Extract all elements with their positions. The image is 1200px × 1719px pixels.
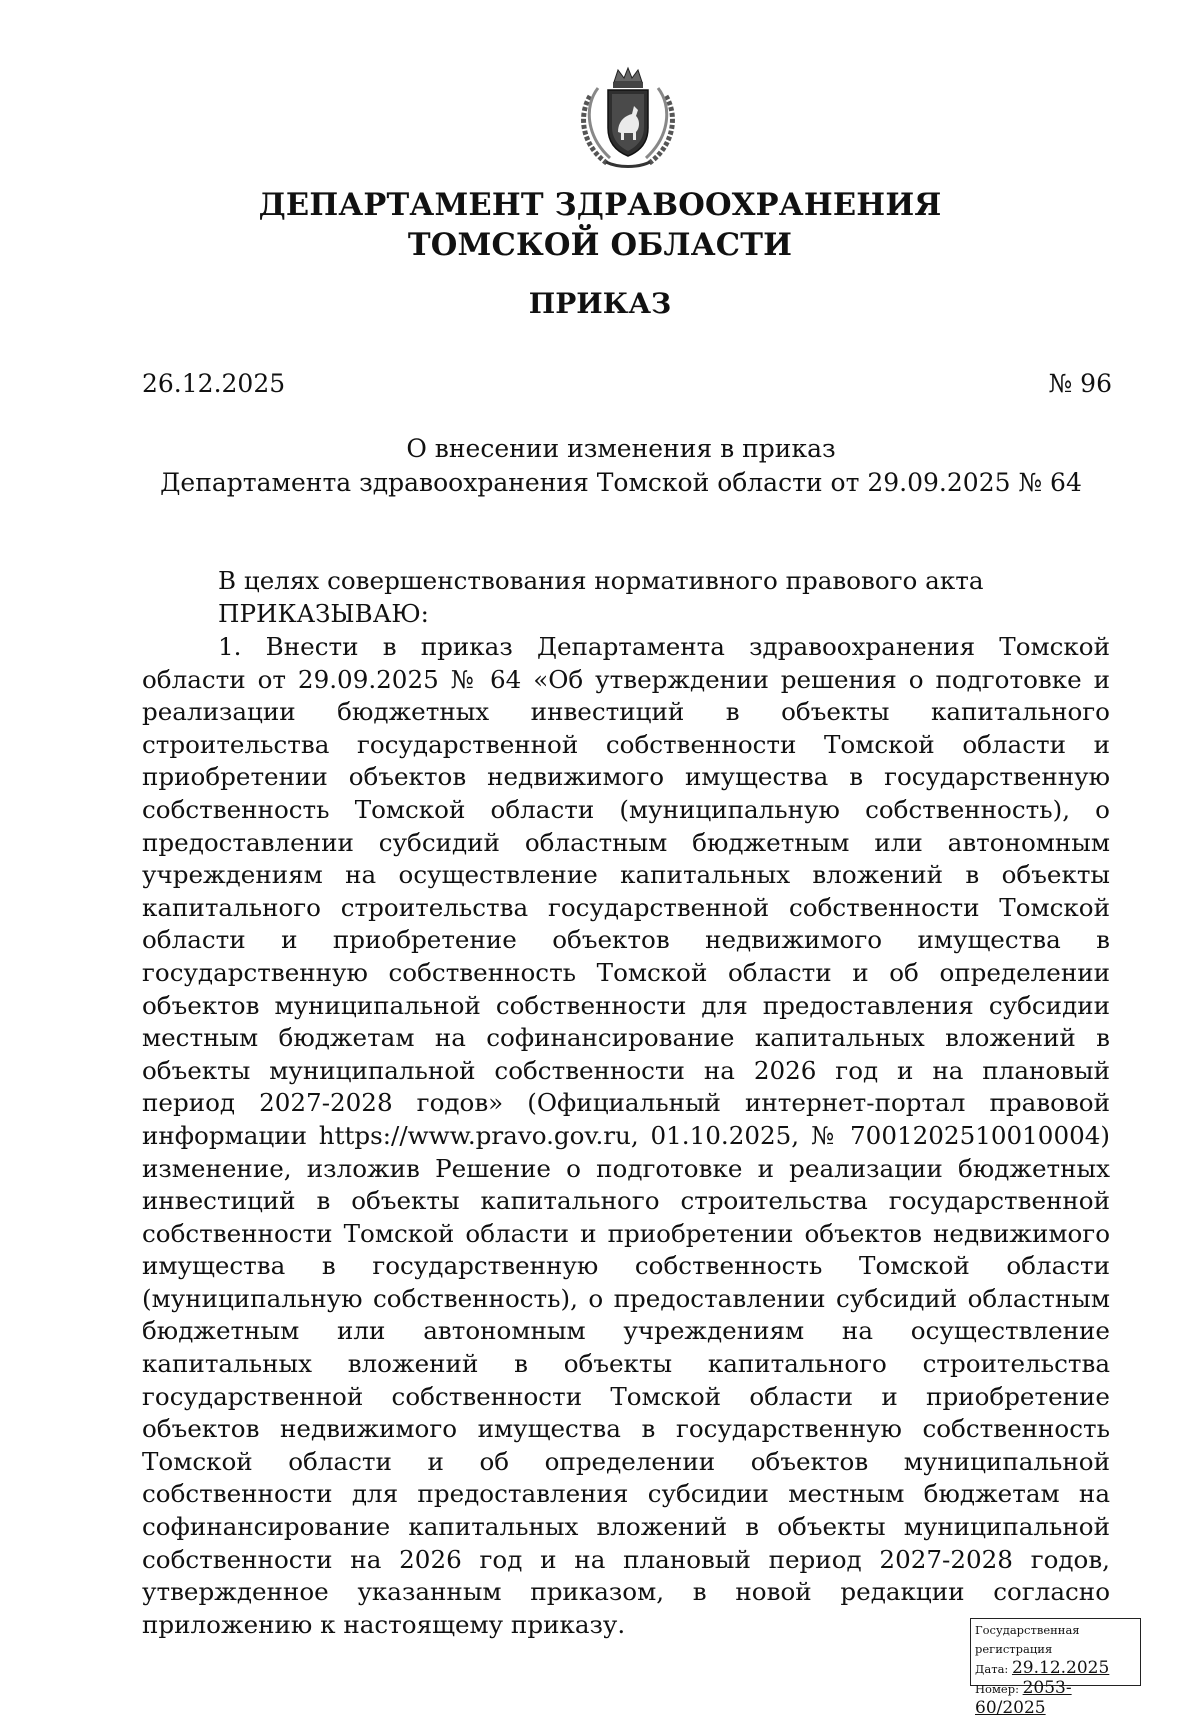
organization-name-line2: ТОМСКОЙ ОБЛАСТИ [407,227,793,263]
subject-line1: О внесении изменения в приказ [406,434,836,463]
registration-stamp [970,1618,1141,1718]
registration-title: Государственная регистрация [975,1623,1080,1656]
tomsk-coat-of-arms-icon [568,66,688,172]
registration-date-label: Дата: [975,1662,1009,1676]
subject-line2: Департамента здравоохранения Томской области от 29.09.2025 № 64 [160,468,1082,497]
document-number: № 96 [1048,369,1112,398]
order-word: ПРИКАЗЫВАЮ: [218,599,429,628]
document-type: ПРИКАЗ [528,287,672,320]
registration-date-value: 29.12.2025 [1011,1658,1110,1678]
registration-number-value: 2053-60/2025 [975,1678,1072,1718]
paragraph-1: 1. Внести в приказ Департамента здравоохранения Томской области от 29.09.2025 № 64 «Об утверждении решения о подготовке и реализации бюджетных инвестиций в объекты капитального строительства государственной собственности Томской области и приобретении объектов недвижимого имущества в государственную собственность Томской области (муниципальную собственность), о предоставлении субсидий областным бюджетным или автономным учреждениям на осуществление капитальных вложений в объекты капитального строительства государственной собственности Томской области и приобретение объектов недвижимого имущества в государственную собственность Томской области и об определении объектов муниципальной собственности для предоставления субсидии местным бюджетам на софинансирование капитальных вложений в объекты муниципальной собственности на 2026 год и на плановый период 2027-2028 годов» (Официальный интернет-портал правовой информации https://www.pravo.gov.ru, 01.10.2025, № 7001202510010004) изменение, изложив Решение о подготовке и реализации бюджетных инвестиций в объекты капитального строительства государственной собственности Томской области и приобретении объектов недвижимого имущества в государственную собственность Томской области (муниципальную собственность), о предоставлении субсидий областным бюджетным или автономным учреждениям на осуществление капитальных вложений в объекты капитального строительства государственной собственности Томской области и приобретение объектов недвижимого имущества в государственную собственность Томской области и об определении объектов муниципальной собственности для предоставления субсидии местным бюджетам на софинансирование капитальных вложений в объекты муниципальной собственности на 2026 год и на плановый период 2027-2028 годов, утвержденное указанным приказом, в новой редакции согласно приложению к настоящему приказу. [142,632,1110,1639]
intro-text: В целях совершенствования нормативного правового акта [218,566,984,595]
organization-name-line1: ДЕПАРТАМЕНТ ЗДРАВООХРАНЕНИЯ [258,187,942,223]
document-date: 26.12.2025 [142,369,286,398]
organization-name [0,185,1200,265]
document-subject [130,432,1112,500]
registration-number-label: Номер: [975,1682,1019,1696]
